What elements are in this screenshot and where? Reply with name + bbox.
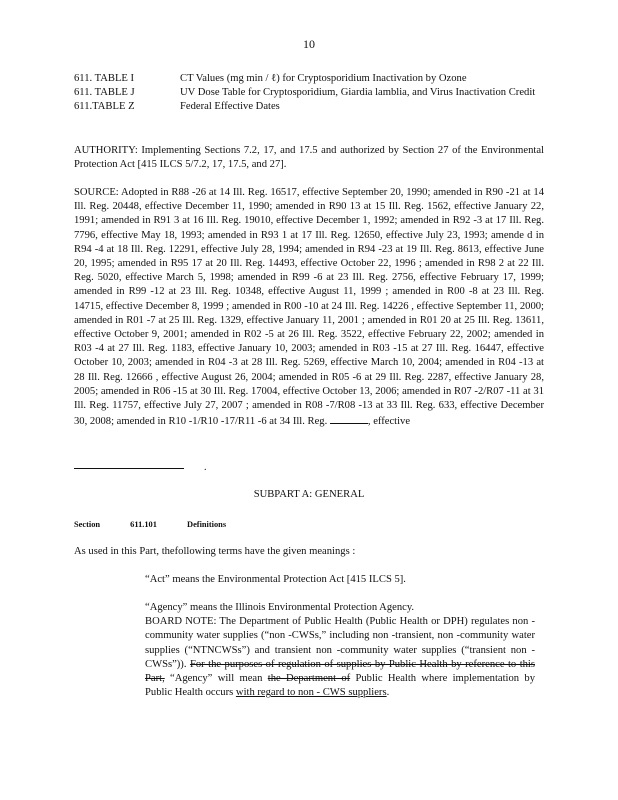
definition-act: “Act” means the Environmental Protection Act [415 ILCS 5]. [145, 574, 406, 585]
section-title: Definitions [187, 520, 227, 529]
source-paragraph [74, 186, 544, 429]
subpart-heading: SUBPART A: GENERAL [253, 489, 365, 500]
agency-term: “Agency” means the Illinois Environmental Protection Agency. [145, 602, 415, 613]
section-label: Section [74, 520, 101, 529]
definition-agency [145, 601, 535, 700]
blank-line [330, 413, 368, 424]
authority-paragraph: AUTHORITY: Implementing Sections 7.2, 17, and 17.5 and authorized by Section 27 of the Environmental Protection Act [415 ILCS 5/7.2, 17, 17.5, and 27]. [74, 145, 544, 171]
toc-id: 611. TABLE I [74, 73, 135, 84]
agency-mean-text: “Agency” will mean [170, 673, 263, 685]
source-text: SOURCE: Adopted in R88 -26 at 14 Ill. Reg. 16517, effective September 20, 1990; amended in R90 -21 at 14 Ill. Reg. 20448, effective December 11, 1990; amended in R90 13 at 15 Ill. Reg. 1562, effective January 22, 1991; amended in R91 3 at 16 Ill. Reg. 19010, effective December 1, 1992; amended in R92 -3 at 17 Ill. Reg. 7796, effective May 18, 1993; amended in R93 1 at 17 Ill. Reg. 12650, effective July 23, 1993; amende d in R94 -4 at 18 Ill. Reg. 12291, effective July 28, 1994; amended in R94 -23 at 19 Ill. Reg. 8613, effective June 20, 1995; amended in R95 17 at 20 Ill. Reg. 14493, effective October 22, 1996 ; amended in R98 2 at 22 Ill. Reg. 5020, effective March 5, 1998; amended in R99 -6 at 23 Ill. Reg. 2756, effective February 17, 1999; amended in R99 -12 at 23 Ill. Reg. 10348, effective August 11, 1999 ; amended in R00 -8 at 23 Ill. Reg. 14715, effective December 8, 1999 ; amended in R00 -10 at 24 Ill. Reg. 14226 , effective September 11, 2000; amended in R01 -7 at 25 Ill. Reg. 1329, effective January 11, 2001 ; amended in R01 20 at 25 Ill. Reg. 13611, effective October 9, 2001; amended in R02 -5 at 26 Ill. Reg. 3522, effective February 22, 2002; amended in R03 -4 at 27 Ill. Reg. 1183, effective January 10, 2003; amended in R03 -15 at 27 Ill. Reg. 16447, effective October 10, 2003; amended in R04 -3 at 28 Ill. Reg. 5269, effective March 10, 2004; amended in R04 -13 at 28 Ill. Reg. 12666 , effective August 26, 2004; amended in R05 -6 at 29 Ill. Reg. 2287, effective January 28, 2005; amended in R06 -15 at 30 Ill. Reg. 17004, effective October 13, 2006; amended in R07 -2/R07 -11 at 31 Ill. Reg. 11757, effective July 27, 2007 ; amended in R08 -7/R08 -13 at 33 Ill. Reg. 633, effective December 30, 2008; amended in R10 -1/R10 -17/R11 -6 at 34 Ill. Reg. [74, 187, 544, 428]
toc-title: Federal Effective Dates [180, 101, 280, 113]
toc-row [74, 72, 544, 86]
source-tail: , effective [367, 416, 411, 428]
board-note [145, 615, 535, 700]
toc-id: 611.TABLE Z [74, 101, 135, 113]
toc-title: UV Dose Table for Cryptosporidium, Giardia lamblia, and Virus Inactivation Credit [180, 87, 536, 99]
separator-rule [74, 468, 184, 469]
toc-id: 611. TABLE J [74, 87, 135, 99]
toc-title: CT Values (mg min / ℓ) for Cryptosporidium Inactivation by Ozone [180, 73, 467, 84]
toc-row [74, 100, 544, 114]
board-note-text: BOARD NOTE: The Department of Public Health (Public Health or DPH) regulates non -community water supplies (“non -CWSs,” including non -transient, non -community water supplies (“NTNCWSs”) and transient non -community water supplies (“transient non -CWSs”)). [145, 616, 535, 670]
page-number: 10 [303, 37, 315, 51]
table-list [74, 72, 544, 115]
inserted-text: with regard to non - CWS suppliers [235, 687, 387, 699]
section-heading [74, 518, 254, 532]
struck-text: For the purposes of regulation of supplies by Public Health by reference to this Part, [145, 658, 535, 685]
agency-impl-text: Public Health where implementation by Public Health occurs [145, 673, 535, 699]
intro-sentence: As used in this Part, thefollowing terms have the given meanings : [74, 546, 356, 557]
section-id: 611.101 [130, 520, 157, 529]
rule-dot: . [204, 462, 207, 473]
end-period: . [386, 687, 390, 699]
toc-row [74, 86, 544, 100]
struck-text: the Department of [267, 673, 351, 685]
